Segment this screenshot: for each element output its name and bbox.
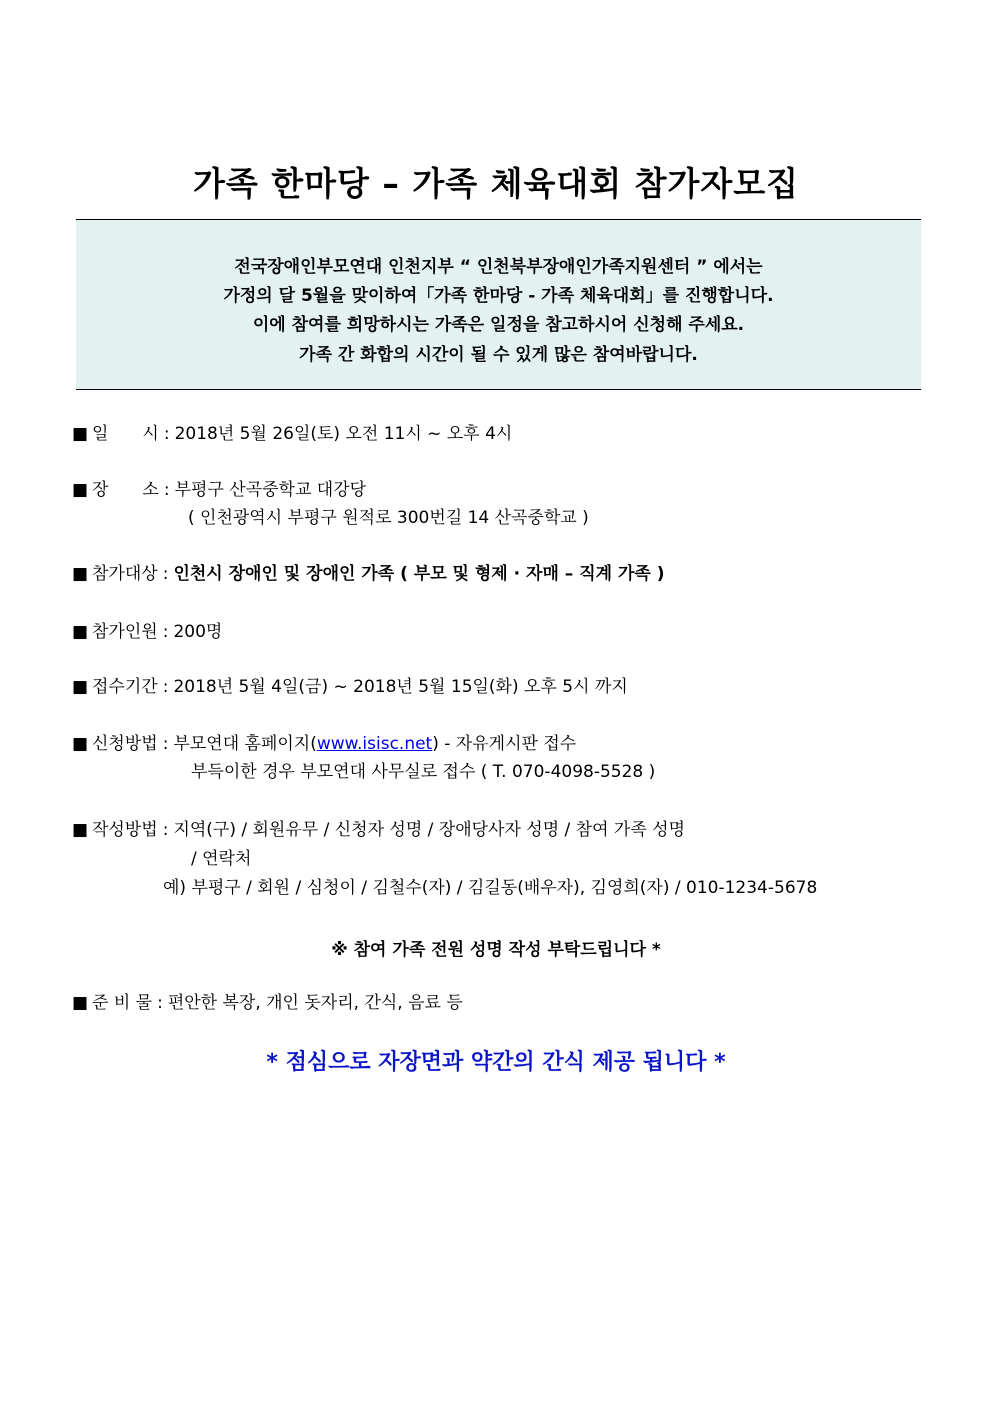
item-period [72,676,628,698]
item-supplies-value: 편안한 복장, 개인 돗자리, 간식, 음료 등 [167,993,463,1013]
item-period-value: 2018년 5월 4일(금) ~ 2018년 5월 15일(화) 오후 5시 까지 [173,677,628,697]
intro-line-2: 가정의 달 5월을 맞이하여「가족 한마당 - 가족 체육대회」를 진행합니다. [223,286,774,306]
colon: : [163,480,170,500]
colon: : [162,734,169,754]
item-method [72,733,576,755]
item-target-value: 인천시 장애인 및 장애인 가족 ( 부모 및 형제 · 자매 – 직계 가족 ) [173,564,665,584]
bullet-icon: ■ [72,734,89,754]
colon: : [162,677,169,697]
item-date-value: 2018년 5월 26일(토) 오전 11시 ~ 오후 4시 [174,424,513,444]
item-capacity-label: 참가인원 [92,622,158,642]
item-capacity [72,621,222,643]
bullet-icon: ■ [72,480,89,500]
bullet-icon: ■ [72,820,89,840]
item-period-label: 접수기간 [92,677,158,697]
colon: : [163,424,170,444]
page-title: 가족 한마당 – 가족 체육대회 참가자모집 [193,164,799,203]
bullet-icon: ■ [72,622,89,642]
intro-line-4: 가족 간 화합의 시간이 될 수 있게 많은 참여바랍니다. [299,345,698,365]
item-place-detail: ( 인천광역시 부평구 원적로 300번길 14 산곡중학교 ) [188,508,589,528]
item-supplies-label: 준 비 물 [92,993,153,1013]
colon: : [162,564,169,584]
item-target [72,563,665,585]
colon: : [162,820,169,840]
item-form-label: 작성방법 [92,820,158,840]
item-date-label: 일 시 [92,424,159,444]
bullet-icon: ■ [72,564,89,584]
item-date [72,423,512,445]
item-method-value-prefix: 부모연대 홈페이지( [173,734,317,754]
bullet-icon: ■ [72,424,89,444]
colon: : [157,993,163,1013]
lunch-notice: * 점심으로 자장면과 약간의 간식 제공 됩니다 * [266,1050,726,1075]
colon: : [162,622,169,642]
item-method-alt: 부득이한 경우 부모연대 사무실로 접수 ( T. 070-4098-5528 ) [191,762,656,782]
item-form-example: 예) 부평구 / 회원 / 심청이 / 김철수(자) / 김길동(배우자), 김영희(자) / 010-1234-5678 [163,878,818,898]
item-supplies [72,992,463,1014]
item-target-label: 참가대상 [92,564,158,584]
name-notice: ※ 참여 가족 전원 성명 작성 부탁드립니다 * [331,940,661,960]
bullet-icon: ■ [72,677,89,697]
item-method-label: 신청방법 [92,734,158,754]
intro-box [76,219,921,390]
item-form [72,819,685,841]
item-capacity-value: 200명 [173,622,223,642]
item-form-value-cont: / 연락처 [191,849,252,869]
item-place-value: 부평구 산곡중학교 대강당 [174,480,367,500]
intro-line-3: 이에 참여를 희망하시는 가족은 일정을 참고하시어 신청해 주세요. [252,315,745,335]
intro-line-1: 전국장애인부모연대 인천지부 “ 인천북부장애인가족지원센터 ” 에서는 [234,257,763,277]
item-place-label: 장 소 [92,480,159,500]
item-form-value: 지역(구) / 회원유무 / 신청자 성명 / 장애당사자 성명 / 참여 가족 성명 [173,820,686,840]
item-method-value-suffix: ) - 자유게시판 접수 [432,734,577,754]
item-place [72,479,366,501]
bullet-icon: ■ [72,993,89,1013]
homepage-link[interactable]: www.isisc.net [316,734,433,754]
